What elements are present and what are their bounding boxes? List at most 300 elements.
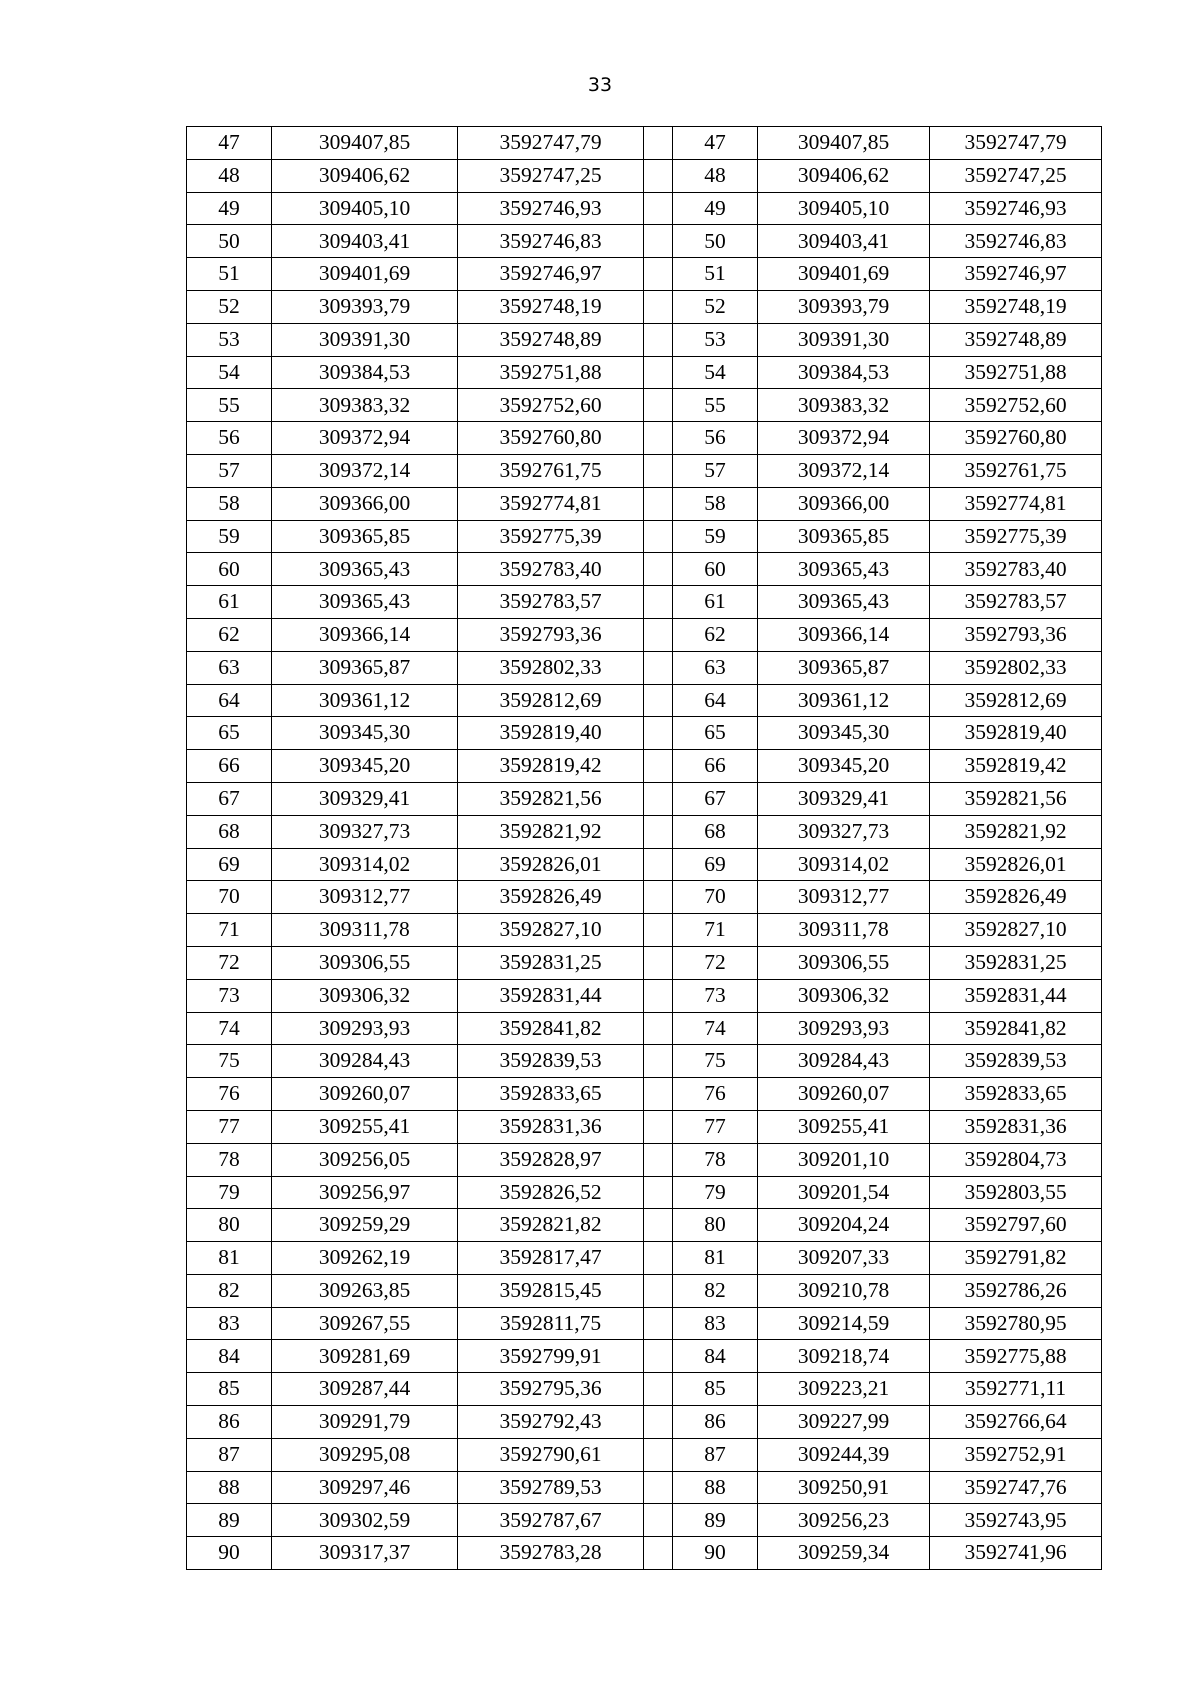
separator-cell — [644, 1340, 673, 1373]
right-y-coordinate-cell: 3592783,40 — [930, 553, 1102, 586]
right-x-coordinate-cell: 309327,73 — [758, 815, 930, 848]
right-x-coordinate-cell: 309312,77 — [758, 881, 930, 914]
table-row — [187, 1176, 1102, 1209]
right-x-coordinate-cell: 309365,43 — [758, 586, 930, 619]
right-y-coordinate-cell: 3592819,40 — [930, 717, 1102, 750]
left-y-coordinate-cell: 3592826,01 — [458, 848, 644, 881]
table-row — [187, 1012, 1102, 1045]
right-point-number-cell: 77 — [673, 1110, 758, 1143]
right-x-coordinate-cell: 309210,78 — [758, 1274, 930, 1307]
left-y-coordinate-cell: 3592790,61 — [458, 1438, 644, 1471]
left-y-coordinate-cell: 3592812,69 — [458, 684, 644, 717]
left-point-number-cell: 50 — [187, 225, 272, 258]
separator-cell — [644, 1274, 673, 1307]
right-point-number-cell: 47 — [673, 127, 758, 160]
left-point-number-cell: 72 — [187, 946, 272, 979]
table-row — [187, 225, 1102, 258]
right-y-coordinate-cell: 3592797,60 — [930, 1209, 1102, 1242]
left-x-coordinate-cell: 309365,43 — [272, 586, 458, 619]
left-x-coordinate-cell: 309372,14 — [272, 454, 458, 487]
right-y-coordinate-cell: 3592802,33 — [930, 651, 1102, 684]
left-y-coordinate-cell: 3592789,53 — [458, 1471, 644, 1504]
right-x-coordinate-cell: 309403,41 — [758, 225, 930, 258]
left-point-number-cell: 57 — [187, 454, 272, 487]
left-point-number-cell: 79 — [187, 1176, 272, 1209]
table-row — [187, 323, 1102, 356]
right-point-number-cell: 68 — [673, 815, 758, 848]
separator-cell — [644, 553, 673, 586]
coordinates-table-body — [187, 127, 1102, 1570]
table-row — [187, 881, 1102, 914]
separator-cell — [644, 651, 673, 684]
right-x-coordinate-cell: 309227,99 — [758, 1406, 930, 1439]
right-point-number-cell: 85 — [673, 1373, 758, 1406]
right-x-coordinate-cell: 309406,62 — [758, 159, 930, 192]
right-point-number-cell: 58 — [673, 487, 758, 520]
table-row — [187, 1209, 1102, 1242]
right-x-coordinate-cell: 309255,41 — [758, 1110, 930, 1143]
left-y-coordinate-cell: 3592787,67 — [458, 1504, 644, 1537]
separator-cell — [644, 1471, 673, 1504]
left-x-coordinate-cell: 309361,12 — [272, 684, 458, 717]
right-y-coordinate-cell: 3592786,26 — [930, 1274, 1102, 1307]
left-point-number-cell: 74 — [187, 1012, 272, 1045]
right-point-number-cell: 49 — [673, 192, 758, 225]
table-row — [187, 520, 1102, 553]
left-y-coordinate-cell: 3592746,93 — [458, 192, 644, 225]
right-point-number-cell: 62 — [673, 618, 758, 651]
right-point-number-cell: 55 — [673, 389, 758, 422]
separator-cell — [644, 848, 673, 881]
right-y-coordinate-cell: 3592833,65 — [930, 1078, 1102, 1111]
left-x-coordinate-cell: 309345,30 — [272, 717, 458, 750]
left-y-coordinate-cell: 3592831,44 — [458, 979, 644, 1012]
left-point-number-cell: 76 — [187, 1078, 272, 1111]
separator-cell — [644, 1209, 673, 1242]
table-row — [187, 1274, 1102, 1307]
table-row — [187, 618, 1102, 651]
left-point-number-cell: 47 — [187, 127, 272, 160]
left-x-coordinate-cell: 309267,55 — [272, 1307, 458, 1340]
left-point-number-cell: 56 — [187, 422, 272, 455]
separator-cell — [644, 422, 673, 455]
left-point-number-cell: 84 — [187, 1340, 272, 1373]
right-x-coordinate-cell: 309201,54 — [758, 1176, 930, 1209]
right-point-number-cell: 79 — [673, 1176, 758, 1209]
right-x-coordinate-cell: 309256,23 — [758, 1504, 930, 1537]
separator-cell — [644, 454, 673, 487]
right-x-coordinate-cell: 309306,55 — [758, 946, 930, 979]
right-point-number-cell: 53 — [673, 323, 758, 356]
right-point-number-cell: 87 — [673, 1438, 758, 1471]
left-point-number-cell: 78 — [187, 1143, 272, 1176]
left-y-coordinate-cell: 3592795,36 — [458, 1373, 644, 1406]
right-point-number-cell: 67 — [673, 782, 758, 815]
separator-cell — [644, 225, 673, 258]
right-y-coordinate-cell: 3592819,42 — [930, 750, 1102, 783]
left-y-coordinate-cell: 3592828,97 — [458, 1143, 644, 1176]
left-y-coordinate-cell: 3592760,80 — [458, 422, 644, 455]
right-y-coordinate-cell: 3592752,91 — [930, 1438, 1102, 1471]
table-row — [187, 1471, 1102, 1504]
left-point-number-cell: 52 — [187, 290, 272, 323]
table-row — [187, 914, 1102, 947]
right-point-number-cell: 64 — [673, 684, 758, 717]
separator-cell — [644, 389, 673, 422]
left-x-coordinate-cell: 309314,02 — [272, 848, 458, 881]
left-y-coordinate-cell: 3592831,36 — [458, 1110, 644, 1143]
left-x-coordinate-cell: 309365,87 — [272, 651, 458, 684]
left-x-coordinate-cell: 309317,37 — [272, 1537, 458, 1570]
left-x-coordinate-cell: 309255,41 — [272, 1110, 458, 1143]
right-y-coordinate-cell: 3592775,88 — [930, 1340, 1102, 1373]
left-x-coordinate-cell: 309259,29 — [272, 1209, 458, 1242]
left-y-coordinate-cell: 3592821,82 — [458, 1209, 644, 1242]
left-point-number-cell: 49 — [187, 192, 272, 225]
right-y-coordinate-cell: 3592826,49 — [930, 881, 1102, 914]
right-y-coordinate-cell: 3592748,19 — [930, 290, 1102, 323]
right-x-coordinate-cell: 309244,39 — [758, 1438, 930, 1471]
left-point-number-cell: 51 — [187, 258, 272, 291]
right-x-coordinate-cell: 309361,12 — [758, 684, 930, 717]
table-row — [187, 1078, 1102, 1111]
table-row — [187, 1340, 1102, 1373]
right-x-coordinate-cell: 309391,30 — [758, 323, 930, 356]
table-row — [187, 1143, 1102, 1176]
separator-cell — [644, 717, 673, 750]
right-x-coordinate-cell: 309223,21 — [758, 1373, 930, 1406]
left-point-number-cell: 66 — [187, 750, 272, 783]
left-point-number-cell: 53 — [187, 323, 272, 356]
left-point-number-cell: 71 — [187, 914, 272, 947]
right-point-number-cell: 82 — [673, 1274, 758, 1307]
table-row — [187, 979, 1102, 1012]
right-y-coordinate-cell: 3592760,80 — [930, 422, 1102, 455]
separator-cell — [644, 782, 673, 815]
left-point-number-cell: 80 — [187, 1209, 272, 1242]
table-row — [187, 389, 1102, 422]
left-y-coordinate-cell: 3592819,40 — [458, 717, 644, 750]
left-point-number-cell: 88 — [187, 1471, 272, 1504]
right-y-coordinate-cell: 3592746,93 — [930, 192, 1102, 225]
right-point-number-cell: 48 — [673, 159, 758, 192]
separator-cell — [644, 487, 673, 520]
right-y-coordinate-cell: 3592826,01 — [930, 848, 1102, 881]
table-row — [187, 586, 1102, 619]
left-y-coordinate-cell: 3592827,10 — [458, 914, 644, 947]
table-row — [187, 258, 1102, 291]
separator-cell — [644, 815, 673, 848]
right-point-number-cell: 80 — [673, 1209, 758, 1242]
left-x-coordinate-cell: 309365,43 — [272, 553, 458, 586]
table-row — [187, 815, 1102, 848]
right-y-coordinate-cell: 3592746,97 — [930, 258, 1102, 291]
separator-cell — [644, 1406, 673, 1439]
separator-cell — [644, 192, 673, 225]
table-row — [187, 848, 1102, 881]
table-row — [187, 1373, 1102, 1406]
left-point-number-cell: 58 — [187, 487, 272, 520]
right-x-coordinate-cell: 309383,32 — [758, 389, 930, 422]
right-y-coordinate-cell: 3592775,39 — [930, 520, 1102, 553]
right-point-number-cell: 81 — [673, 1242, 758, 1275]
right-point-number-cell: 57 — [673, 454, 758, 487]
right-point-number-cell: 61 — [673, 586, 758, 619]
table-row — [187, 1307, 1102, 1340]
right-y-coordinate-cell: 3592743,95 — [930, 1504, 1102, 1537]
left-point-number-cell: 81 — [187, 1242, 272, 1275]
left-point-number-cell: 63 — [187, 651, 272, 684]
separator-cell — [644, 127, 673, 160]
left-y-coordinate-cell: 3592826,49 — [458, 881, 644, 914]
right-point-number-cell: 63 — [673, 651, 758, 684]
right-y-coordinate-cell: 3592780,95 — [930, 1307, 1102, 1340]
right-x-coordinate-cell: 309293,93 — [758, 1012, 930, 1045]
left-x-coordinate-cell: 309366,00 — [272, 487, 458, 520]
separator-cell — [644, 290, 673, 323]
left-point-number-cell: 68 — [187, 815, 272, 848]
left-x-coordinate-cell: 309306,55 — [272, 946, 458, 979]
separator-cell — [644, 258, 673, 291]
table-row — [187, 487, 1102, 520]
right-x-coordinate-cell: 309401,69 — [758, 258, 930, 291]
left-x-coordinate-cell: 309287,44 — [272, 1373, 458, 1406]
table-row — [187, 1110, 1102, 1143]
right-point-number-cell: 70 — [673, 881, 758, 914]
separator-cell — [644, 1504, 673, 1537]
left-x-coordinate-cell: 309407,85 — [272, 127, 458, 160]
right-x-coordinate-cell: 309218,74 — [758, 1340, 930, 1373]
right-point-number-cell: 66 — [673, 750, 758, 783]
right-point-number-cell: 76 — [673, 1078, 758, 1111]
right-y-coordinate-cell: 3592831,36 — [930, 1110, 1102, 1143]
table-row — [187, 1242, 1102, 1275]
left-point-number-cell: 69 — [187, 848, 272, 881]
left-x-coordinate-cell: 309345,20 — [272, 750, 458, 783]
left-y-coordinate-cell: 3592831,25 — [458, 946, 644, 979]
right-x-coordinate-cell: 309214,59 — [758, 1307, 930, 1340]
table-row — [187, 1045, 1102, 1078]
left-point-number-cell: 59 — [187, 520, 272, 553]
table-row — [187, 1537, 1102, 1570]
right-x-coordinate-cell: 309405,10 — [758, 192, 930, 225]
left-x-coordinate-cell: 309365,85 — [272, 520, 458, 553]
left-x-coordinate-cell: 309311,78 — [272, 914, 458, 947]
page-number: 33 — [587, 74, 613, 96]
coordinates-table — [186, 126, 1102, 1570]
right-x-coordinate-cell: 309329,41 — [758, 782, 930, 815]
right-y-coordinate-cell: 3592741,96 — [930, 1537, 1102, 1570]
right-point-number-cell: 51 — [673, 258, 758, 291]
right-y-coordinate-cell: 3592831,44 — [930, 979, 1102, 1012]
left-x-coordinate-cell: 309284,43 — [272, 1045, 458, 1078]
right-x-coordinate-cell: 309260,07 — [758, 1078, 930, 1111]
left-y-coordinate-cell: 3592839,53 — [458, 1045, 644, 1078]
separator-cell — [644, 979, 673, 1012]
right-point-number-cell: 65 — [673, 717, 758, 750]
left-point-number-cell: 55 — [187, 389, 272, 422]
left-point-number-cell: 61 — [187, 586, 272, 619]
left-point-number-cell: 75 — [187, 1045, 272, 1078]
left-y-coordinate-cell: 3592821,92 — [458, 815, 644, 848]
left-x-coordinate-cell: 309401,69 — [272, 258, 458, 291]
left-y-coordinate-cell: 3592783,57 — [458, 586, 644, 619]
right-point-number-cell: 69 — [673, 848, 758, 881]
right-point-number-cell: 90 — [673, 1537, 758, 1570]
left-x-coordinate-cell: 309327,73 — [272, 815, 458, 848]
table-row — [187, 684, 1102, 717]
left-y-coordinate-cell: 3592775,39 — [458, 520, 644, 553]
left-x-coordinate-cell: 309262,19 — [272, 1242, 458, 1275]
table-row — [187, 127, 1102, 160]
left-point-number-cell: 64 — [187, 684, 272, 717]
right-point-number-cell: 72 — [673, 946, 758, 979]
right-y-coordinate-cell: 3592761,75 — [930, 454, 1102, 487]
table-row — [187, 717, 1102, 750]
left-y-coordinate-cell: 3592783,40 — [458, 553, 644, 586]
left-x-coordinate-cell: 309366,14 — [272, 618, 458, 651]
left-x-coordinate-cell: 309293,93 — [272, 1012, 458, 1045]
left-point-number-cell: 60 — [187, 553, 272, 586]
separator-cell — [644, 1045, 673, 1078]
right-y-coordinate-cell: 3592747,76 — [930, 1471, 1102, 1504]
right-y-coordinate-cell: 3592774,81 — [930, 487, 1102, 520]
left-point-number-cell: 89 — [187, 1504, 272, 1537]
table-row — [187, 290, 1102, 323]
left-x-coordinate-cell: 309312,77 — [272, 881, 458, 914]
right-y-coordinate-cell: 3592821,92 — [930, 815, 1102, 848]
right-point-number-cell: 75 — [673, 1045, 758, 1078]
right-point-number-cell: 83 — [673, 1307, 758, 1340]
left-y-coordinate-cell: 3592783,28 — [458, 1537, 644, 1570]
left-y-coordinate-cell: 3592815,45 — [458, 1274, 644, 1307]
separator-cell — [644, 159, 673, 192]
right-x-coordinate-cell: 309259,34 — [758, 1537, 930, 1570]
left-x-coordinate-cell: 309393,79 — [272, 290, 458, 323]
left-point-number-cell: 70 — [187, 881, 272, 914]
left-y-coordinate-cell: 3592826,52 — [458, 1176, 644, 1209]
left-x-coordinate-cell: 309306,32 — [272, 979, 458, 1012]
left-x-coordinate-cell: 309384,53 — [272, 356, 458, 389]
right-y-coordinate-cell: 3592746,83 — [930, 225, 1102, 258]
left-x-coordinate-cell: 309372,94 — [272, 422, 458, 455]
right-y-coordinate-cell: 3592839,53 — [930, 1045, 1102, 1078]
left-point-number-cell: 65 — [187, 717, 272, 750]
right-point-number-cell: 88 — [673, 1471, 758, 1504]
table-row — [187, 1504, 1102, 1537]
right-point-number-cell: 86 — [673, 1406, 758, 1439]
separator-cell — [644, 1373, 673, 1406]
separator-cell — [644, 1012, 673, 1045]
right-point-number-cell: 59 — [673, 520, 758, 553]
right-point-number-cell: 89 — [673, 1504, 758, 1537]
left-y-coordinate-cell: 3592811,75 — [458, 1307, 644, 1340]
table-row — [187, 192, 1102, 225]
left-y-coordinate-cell: 3592747,79 — [458, 127, 644, 160]
right-y-coordinate-cell: 3592747,79 — [930, 127, 1102, 160]
table-row — [187, 782, 1102, 815]
left-x-coordinate-cell: 309295,08 — [272, 1438, 458, 1471]
table-row — [187, 651, 1102, 684]
separator-cell — [644, 750, 673, 783]
separator-cell — [644, 1143, 673, 1176]
right-point-number-cell: 60 — [673, 553, 758, 586]
right-y-coordinate-cell: 3592791,82 — [930, 1242, 1102, 1275]
right-point-number-cell: 54 — [673, 356, 758, 389]
separator-cell — [644, 520, 673, 553]
separator-cell — [644, 684, 673, 717]
left-point-number-cell: 82 — [187, 1274, 272, 1307]
right-y-coordinate-cell: 3592804,73 — [930, 1143, 1102, 1176]
right-y-coordinate-cell: 3592752,60 — [930, 389, 1102, 422]
separator-cell — [644, 1438, 673, 1471]
left-y-coordinate-cell: 3592841,82 — [458, 1012, 644, 1045]
right-x-coordinate-cell: 309407,85 — [758, 127, 930, 160]
right-x-coordinate-cell: 309311,78 — [758, 914, 930, 947]
right-y-coordinate-cell: 3592812,69 — [930, 684, 1102, 717]
right-x-coordinate-cell: 309306,32 — [758, 979, 930, 1012]
table-row — [187, 454, 1102, 487]
left-point-number-cell: 87 — [187, 1438, 272, 1471]
right-x-coordinate-cell: 309345,20 — [758, 750, 930, 783]
table-row — [187, 422, 1102, 455]
right-x-coordinate-cell: 309314,02 — [758, 848, 930, 881]
left-y-coordinate-cell: 3592802,33 — [458, 651, 644, 684]
left-y-coordinate-cell: 3592751,88 — [458, 356, 644, 389]
left-y-coordinate-cell: 3592748,89 — [458, 323, 644, 356]
right-x-coordinate-cell: 309366,00 — [758, 487, 930, 520]
left-y-coordinate-cell: 3592746,83 — [458, 225, 644, 258]
table-row — [187, 1406, 1102, 1439]
separator-cell — [644, 1242, 673, 1275]
separator-cell — [644, 1537, 673, 1570]
left-y-coordinate-cell: 3592746,97 — [458, 258, 644, 291]
table-row — [187, 356, 1102, 389]
separator-cell — [644, 618, 673, 651]
left-y-coordinate-cell: 3592774,81 — [458, 487, 644, 520]
table-row — [187, 1438, 1102, 1471]
left-point-number-cell: 83 — [187, 1307, 272, 1340]
right-y-coordinate-cell: 3592751,88 — [930, 356, 1102, 389]
right-y-coordinate-cell: 3592771,11 — [930, 1373, 1102, 1406]
left-point-number-cell: 90 — [187, 1537, 272, 1570]
right-point-number-cell: 73 — [673, 979, 758, 1012]
table-row — [187, 946, 1102, 979]
left-x-coordinate-cell: 309263,85 — [272, 1274, 458, 1307]
left-x-coordinate-cell: 309256,97 — [272, 1176, 458, 1209]
right-x-coordinate-cell: 309366,14 — [758, 618, 930, 651]
right-point-number-cell: 56 — [673, 422, 758, 455]
left-y-coordinate-cell: 3592761,75 — [458, 454, 644, 487]
right-point-number-cell: 74 — [673, 1012, 758, 1045]
separator-cell — [644, 323, 673, 356]
left-y-coordinate-cell: 3592793,36 — [458, 618, 644, 651]
left-x-coordinate-cell: 309403,41 — [272, 225, 458, 258]
left-x-coordinate-cell: 309329,41 — [272, 782, 458, 815]
left-point-number-cell: 48 — [187, 159, 272, 192]
left-point-number-cell: 77 — [187, 1110, 272, 1143]
right-x-coordinate-cell: 309207,33 — [758, 1242, 930, 1275]
right-y-coordinate-cell: 3592747,25 — [930, 159, 1102, 192]
left-y-coordinate-cell: 3592748,19 — [458, 290, 644, 323]
right-x-coordinate-cell: 309250,91 — [758, 1471, 930, 1504]
left-x-coordinate-cell: 309291,79 — [272, 1406, 458, 1439]
right-y-coordinate-cell: 3592803,55 — [930, 1176, 1102, 1209]
right-point-number-cell: 84 — [673, 1340, 758, 1373]
separator-cell — [644, 914, 673, 947]
left-x-coordinate-cell: 309406,62 — [272, 159, 458, 192]
left-y-coordinate-cell: 3592752,60 — [458, 389, 644, 422]
